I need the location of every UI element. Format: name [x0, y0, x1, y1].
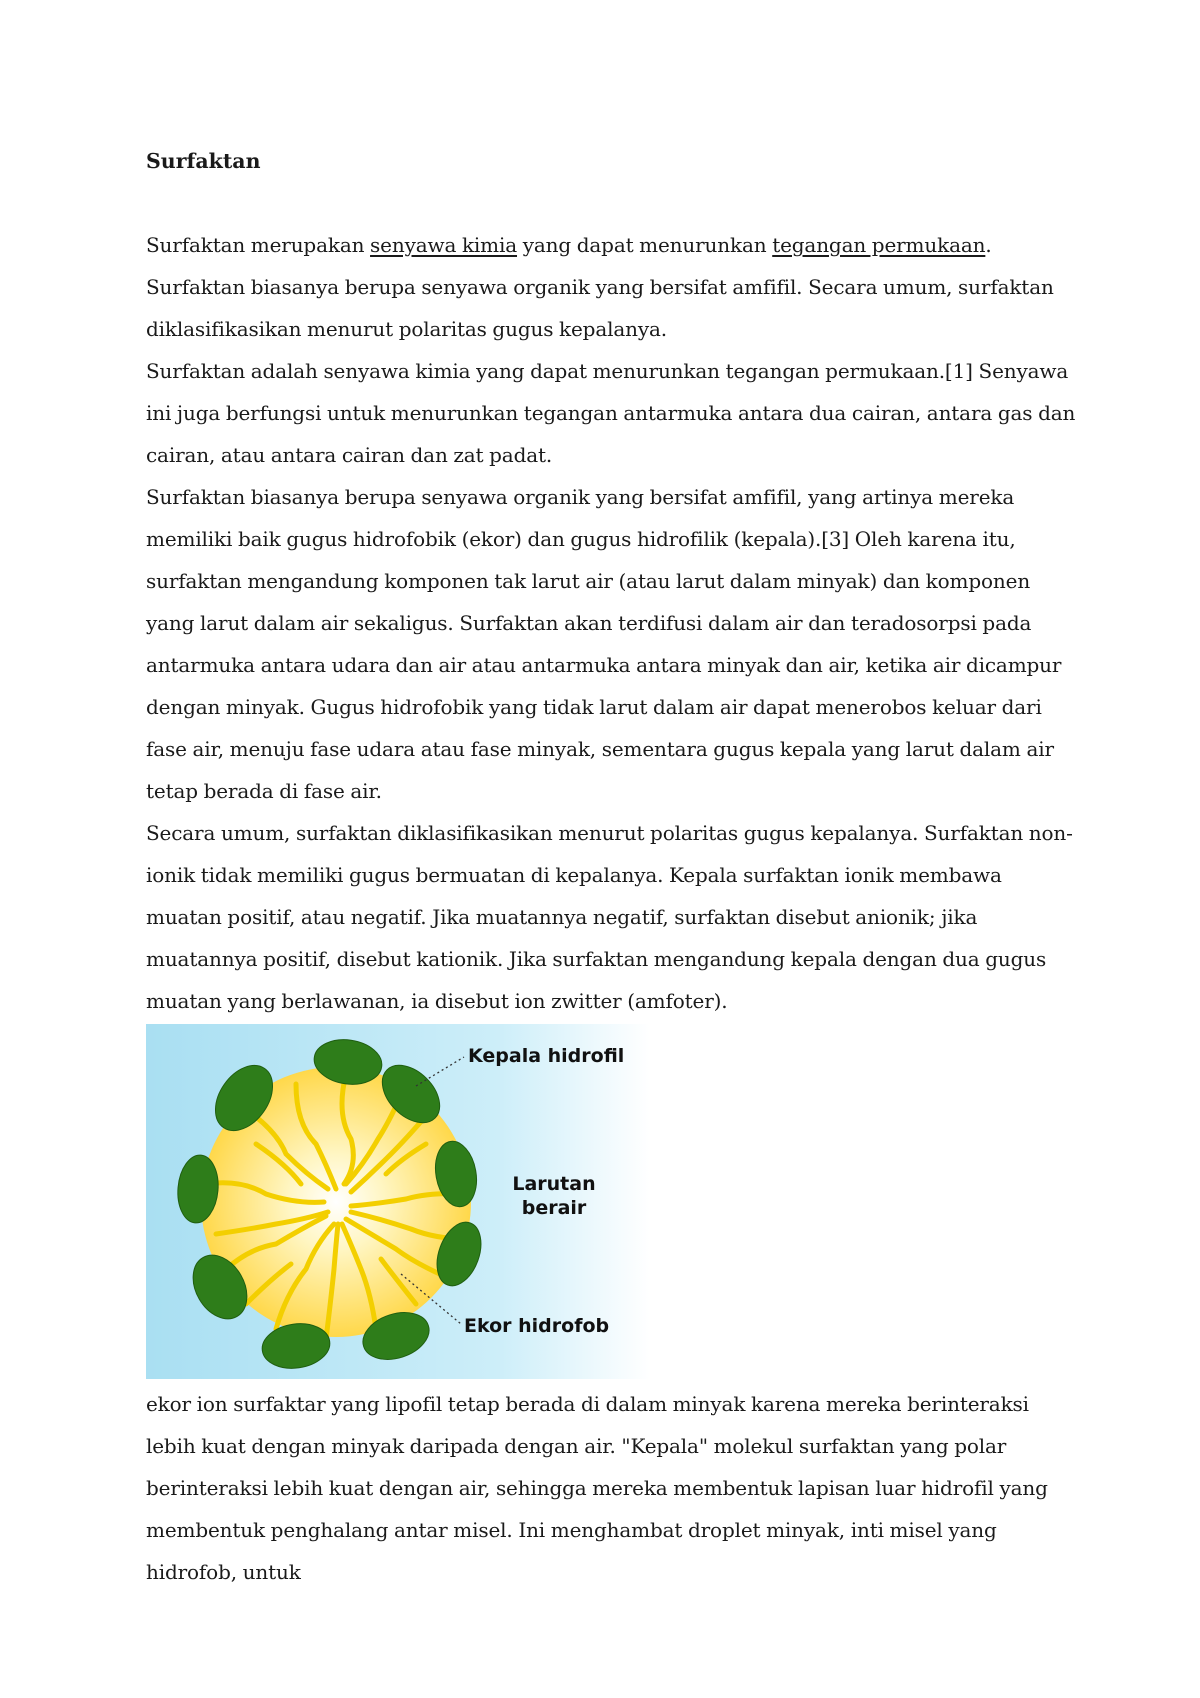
label-ekor-hidrofob: Ekor hidrofob	[464, 1315, 610, 1337]
micelle-figure	[146, 1024, 650, 1379]
link-senyawa-kimia[interactable]: senyawa kimia	[370, 233, 518, 257]
intro-paragraph	[146, 224, 1076, 350]
intro-text-3: . Surfaktan biasanya berupa senyawa organik yang bersifat amfifil. Secara umum, surfaktan diklasifikasikan menurut polaritas gugus kepalanya.	[146, 233, 1054, 341]
page-title: Surfaktan	[146, 149, 261, 173]
link-tegangan-permukaan[interactable]: tegangan permukaan	[772, 233, 986, 257]
document-body	[146, 140, 1076, 1593]
micelle-diagram	[146, 1024, 650, 1379]
paragraph-classification: Secara umum, surfaktan diklasifikasikan menurut polaritas gugus kepalanya. Surfaktan non-ionik tidak memiliki gugus bermuatan di kepalanya. Kepala surfaktan ionik membawa muatan positif, atau negatif. Jika muatannya negatif, surfaktan disebut anionik; jika muatannya positif, disebut kationik. Jika surfaktan mengandung kepala dengan dua gugus muatan yang berlawanan, ia disebut ion zwitter (amfoter).	[146, 821, 1073, 1013]
paragraph-amphiphilic: Surfaktan biasanya berupa senyawa organik yang bersifat amfifil, yang artinya mereka memiliki baik gugus hidrofobik (ekor) dan gugus hidrofilik (kepala).[3] Oleh karena itu, surfaktan mengandung komponen tak larut air (atau larut dalam minyak) dan komponen yang larut dalam air sekaligus. Surfaktan akan terdifusi dalam air dan teradosorpsi pada antarmuka antara udara dan air atau antarmuka antara minyak dan air, ketika air dicampur dengan minyak. Gugus hidrofobik yang tidak larut dalam air dapat menerobos keluar dari fase air, menuju fase udara atau fase minyak, sementara gugus kepala yang larut dalam air tetap berada di fase air.	[146, 485, 1062, 803]
label-larutan: Larutan	[512, 1173, 596, 1195]
paragraph-definition: Surfaktan adalah senyawa kimia yang dapat menurunkan tegangan permukaan.[1] Senyawa ini juga berfungsi untuk menurunkan tegangan antarmuka antara dua cairan, antara gas dan cairan, atau antara cairan dan zat padat.	[146, 359, 1076, 467]
label-berair: berair	[521, 1197, 587, 1219]
paragraph-closing: ekor ion surfaktar yang lipofil tetap berada di dalam minyak karena mereka berinteraksi lebih kuat dengan minyak daripada dengan air. "Kepala" molekul surfaktan yang polar berinteraksi lebih kuat dengan air, sehingga mereka membentuk lapisan luar hidrofil yang membentuk penghalang antar misel. Ini menghambat droplet minyak, inti misel yang hidrofob, untuk	[146, 1392, 1048, 1584]
intro-text-1: Surfaktan merupakan	[146, 233, 371, 257]
label-kepala-hidrofil: Kepala hidrofil	[468, 1045, 625, 1067]
intro-text-2: yang dapat menurunkan	[517, 233, 773, 257]
